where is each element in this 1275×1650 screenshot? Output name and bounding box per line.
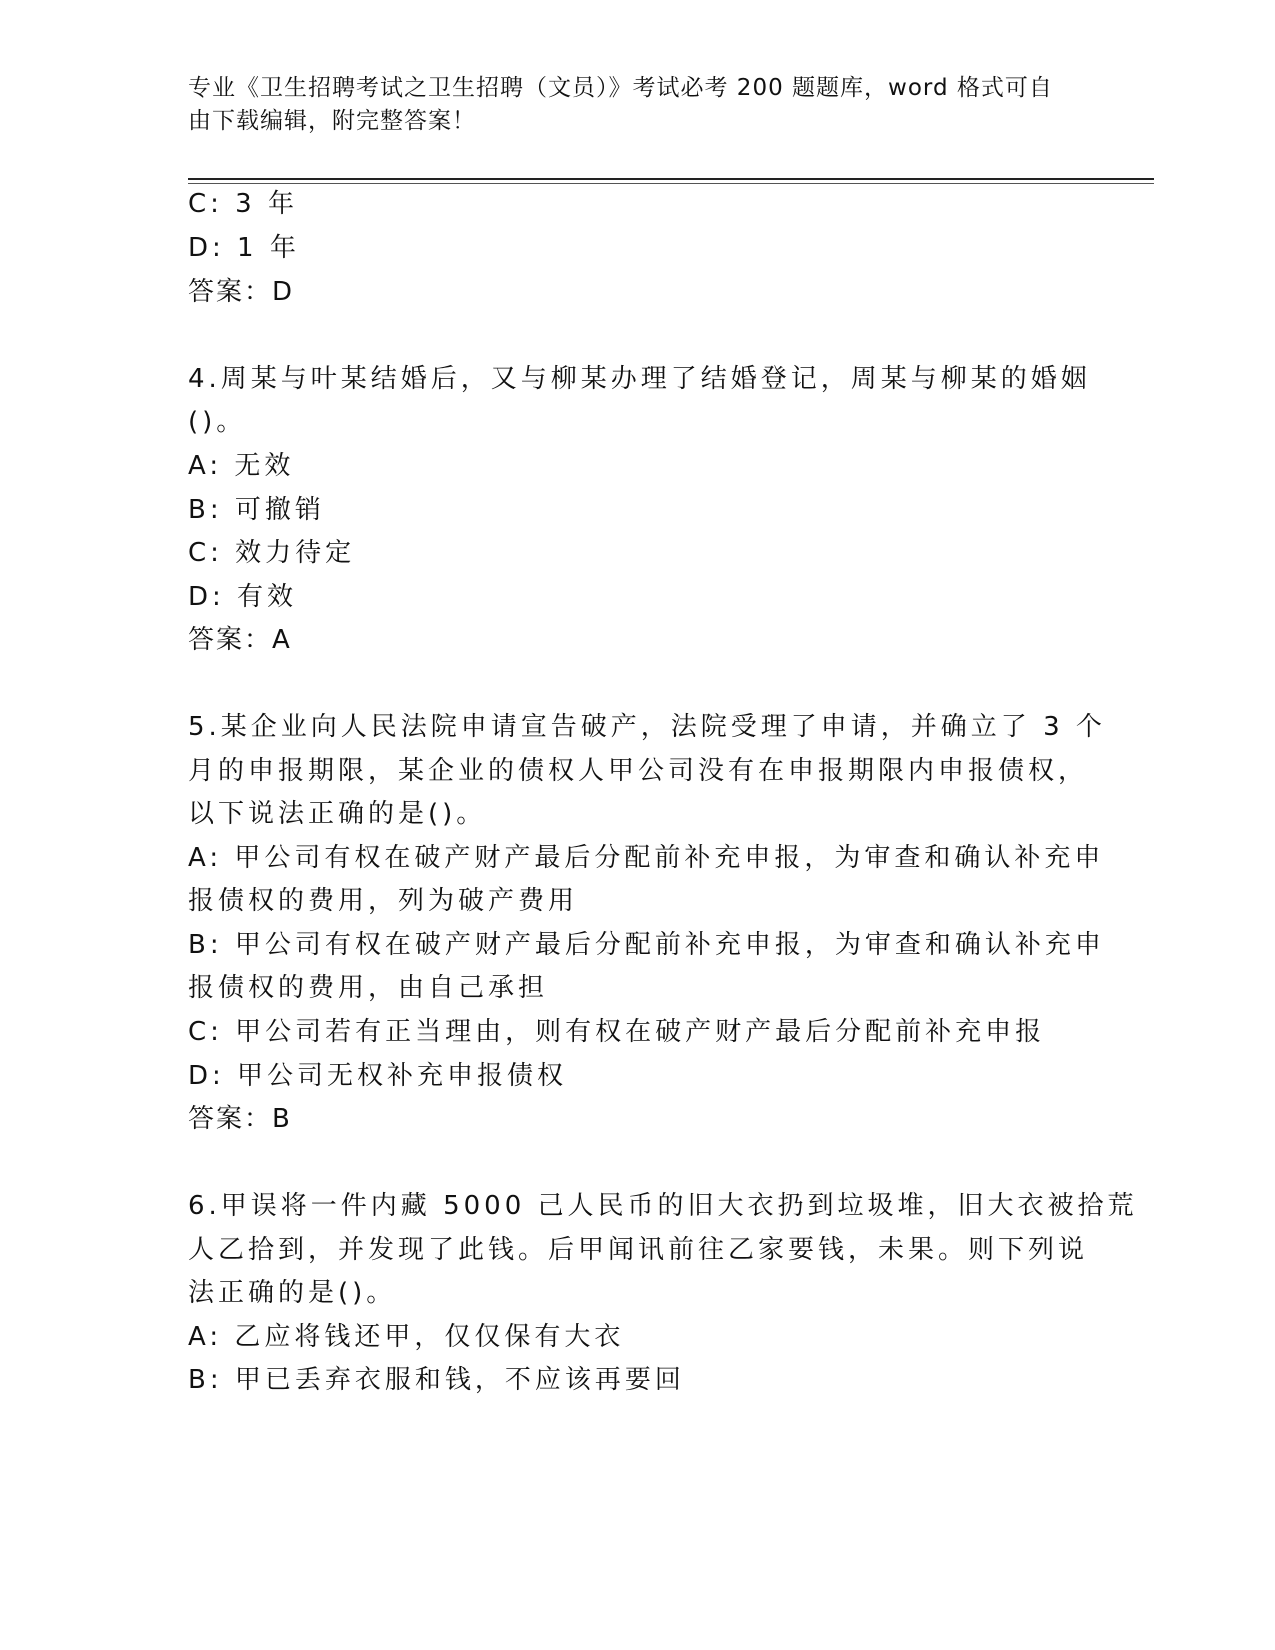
q6-option-a: A: 乙应将钱还甲，仅仅保有大衣 — [188, 1322, 625, 1352]
q5-answer: 答案：B — [188, 1104, 292, 1134]
q5-option-b-line-2: 报债权的费用，由自己承担 — [188, 973, 549, 1003]
q5-option-a-line-1: A: 甲公司有权在破产财产最后分配前补充申报，为审查和确认补充申 — [188, 843, 1105, 873]
q6-stem-line-2: 人乙拾到，并发现了此钱。后甲闻讯前往乙家要钱，未果。则下列说 — [188, 1235, 1089, 1265]
q5-stem-line-3: 以下说法正确的是()。 — [188, 799, 487, 829]
q5-option-c: C: 甲公司若有正当理由，则有权在破产财产最后分配前补充申报 — [188, 1017, 1046, 1047]
q4-option-d: D: 有效 — [188, 582, 298, 612]
q6-stem-line-3: 法正确的是()。 — [188, 1278, 397, 1308]
q5-option-d: D: 甲公司无权补充申报债权 — [188, 1061, 568, 1091]
header-divider-thin — [188, 183, 1154, 184]
q6-option-b: B: 甲已丢弃衣服和钱，不应该再要回 — [188, 1365, 685, 1395]
q5-stem-line-2: 月的申报期限，某企业的债权人甲公司没有在申报期限内申报债权， — [188, 756, 1089, 786]
header-divider-thick — [188, 178, 1154, 180]
header-line-2: 由下载编辑，附完整答案！ — [188, 108, 476, 134]
q4-answer: 答案：A — [188, 625, 292, 655]
q6-stem-line-1: 6.甲误将一件内藏 5000 己人民币的旧大衣扔到垃圾堆，旧大衣被拾荒 — [188, 1191, 1138, 1221]
q3-option-d: D: 1 年 — [188, 233, 300, 263]
q4-stem-line-2: ()。 — [188, 407, 247, 437]
q5-option-a-line-2: 报债权的费用，列为破产费用 — [188, 886, 579, 916]
document-header — [188, 72, 1068, 138]
q4-option-b: B: 可撤销 — [188, 495, 325, 525]
q4-stem-line-1: 4.周某与叶某结婚后，又与柳某办理了结婚登记，周某与柳某的婚姻 — [188, 364, 1091, 394]
q4-option-a: A: 无效 — [188, 451, 295, 481]
q3-answer: 答案：D — [188, 277, 295, 307]
header-line-1: 专业《卫生招聘考试之卫生招聘（文员）》考试必考 200 题题库，word 格式可自 — [188, 75, 1053, 101]
q5-option-b-line-1: B: 甲公司有权在破产财产最后分配前补充申报，为审查和确认补充申 — [188, 930, 1105, 960]
q4-option-c: C: 效力待定 — [188, 538, 356, 568]
q3-option-c: C: 3 年 — [188, 189, 298, 219]
q5-stem-line-1: 5.某企业向人民法院申请宣告破产，法院受理了申请，并确立了 3 个 — [188, 712, 1106, 742]
